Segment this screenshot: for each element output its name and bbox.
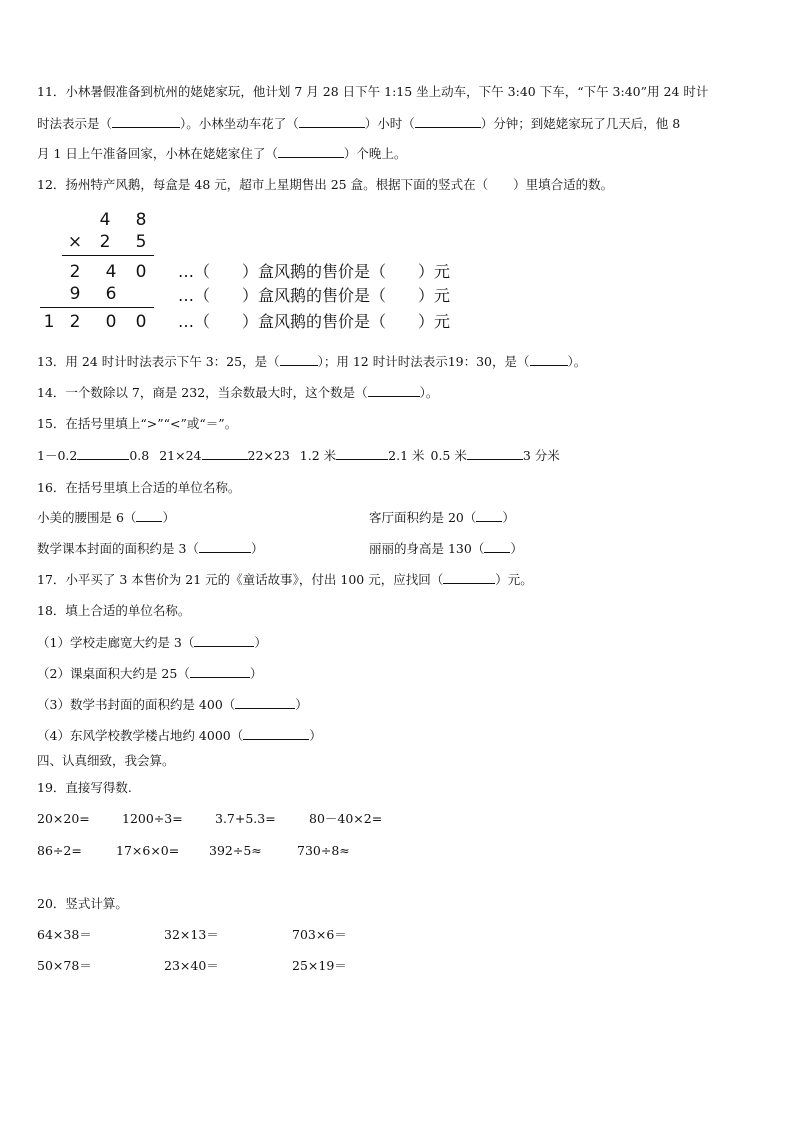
q18-item-1	[37, 635, 267, 651]
q14-blank[interactable]	[368, 385, 420, 397]
q19-item: 392÷5≈	[209, 843, 262, 858]
q17-text-a: 17．小平买了 3 本售价为 21 元的《童话故事》，付出 100 元，应找回（	[37, 572, 444, 587]
q15-prompt: 15．在括号里填上“>”“<”或“＝”。	[37, 416, 238, 431]
paren: ）	[309, 728, 322, 743]
q16-d	[369, 541, 523, 557]
q18-blank-4[interactable]	[243, 728, 309, 740]
digit: 4	[105, 262, 117, 282]
q19-item: 20×20=	[37, 811, 90, 826]
q18-text: （2）课桌面积大约是 25（	[37, 666, 190, 681]
q11-text-e: 月 1 日上午准备回家，小林在姥姥家住了（	[37, 146, 278, 161]
q18-blank-2[interactable]	[190, 666, 250, 678]
paren: ）	[162, 510, 175, 525]
q13	[37, 354, 586, 370]
q19-prompt: 19．直接写得数.	[37, 780, 132, 795]
digit: 1	[43, 312, 55, 332]
q11-line3	[37, 146, 406, 162]
q15-blank-1[interactable]	[77, 448, 129, 460]
q20-item: 50×78＝	[37, 958, 92, 973]
paren: ）	[510, 541, 523, 556]
q18-text: （4）东风学校教学楼占地约 4000（	[37, 728, 244, 743]
q18-text: （3）数学书封面的面积约是 400（	[37, 697, 236, 712]
q16-text-c: 数学课本封面的面积约是 3（	[37, 541, 199, 556]
q11-blank-3[interactable]	[415, 116, 481, 128]
q20-item: 25×19＝	[292, 958, 347, 973]
q19-item: 1200÷3=	[122, 811, 183, 826]
q15-expr: 1.2 米	[299, 448, 337, 463]
q19-item: 86÷2=	[37, 843, 82, 858]
q11-text-c: ）小时（	[364, 116, 415, 131]
digit: 2	[69, 312, 81, 332]
digit: 0	[105, 312, 117, 332]
q11-blank-4[interactable]	[278, 146, 344, 158]
q11-line1: 11．小林暑假准备到杭州的姥姥家玩，他计划 7 月 28 日下午 1:15 坐上动车，下午 3:40 下车，“下午 3:40”用 24 时计	[37, 84, 709, 99]
paren: ）	[249, 666, 263, 681]
q11-text-d: ）分钟；到姥姥家玩了几天后，他 8	[480, 116, 681, 131]
digit: 6	[105, 284, 117, 304]
q20-item: 32×13＝	[164, 927, 219, 942]
q16-c	[37, 541, 263, 557]
rule-line	[62, 255, 154, 256]
q13-text-a: 13．用 24 时计时法表示下午 3：25，是（	[37, 354, 280, 369]
q15-expr: 22×23	[247, 448, 290, 463]
q19-item: 730÷8≈	[297, 843, 350, 858]
q16-text-a: 小美的腰围是 6（	[37, 510, 137, 525]
q16-blank-3[interactable]	[199, 541, 251, 553]
paren: ）	[502, 510, 515, 525]
q15-blank-3[interactable]	[336, 448, 388, 460]
q19-item: 3.7+5.3=	[215, 811, 276, 826]
q17-text-b: ）元。	[495, 572, 533, 587]
q12-note-3: …（ ）盒风鹅的售价是（ ）元	[178, 312, 451, 331]
q16-prompt: 16．在括号里填上合适的单位名称。	[37, 480, 241, 495]
q13-blank-2[interactable]	[530, 354, 568, 366]
rule-line	[40, 307, 154, 308]
q12-note-1: …（ ）盒风鹅的售价是（ ）元	[178, 262, 451, 281]
digit: 2	[69, 262, 81, 282]
times-sign: ×	[67, 232, 83, 252]
q16-blank-1[interactable]	[136, 510, 162, 522]
q19-item: 17×6×0=	[116, 843, 180, 858]
q13-text-c: ）。	[567, 354, 587, 369]
digit: 0	[135, 312, 147, 332]
q15-expr: 3 分米	[522, 448, 560, 463]
digit: 4	[99, 210, 111, 230]
q18-blank-1[interactable]	[194, 635, 254, 647]
paren: ）	[250, 541, 264, 556]
q15-expr: 0.5 米	[430, 448, 467, 463]
q11-text-b: ）。小林坐动车花了（	[180, 116, 299, 131]
q18-blank-3[interactable]	[235, 697, 295, 709]
q11-text-f: ）个晚上。	[343, 146, 407, 161]
q16-a	[37, 510, 175, 526]
digit: 8	[135, 210, 147, 230]
q13-blank-1[interactable]	[280, 354, 318, 366]
q20-item: 23×40＝	[164, 958, 219, 973]
q12-vertical-multiplication	[40, 208, 480, 338]
q11-blank-1[interactable]	[112, 116, 180, 128]
digit: 5	[135, 232, 147, 252]
digit: 0	[135, 262, 147, 282]
q20-prompt: 20．竖式计算。	[37, 896, 128, 911]
digit: 2	[99, 232, 111, 252]
q16-blank-4[interactable]	[484, 541, 510, 553]
q11-text-a: 时法表示是（	[37, 116, 113, 131]
q12-prompt: 12．扬州特产风鹅，每盒是 48 元，超市上星期售出 25 盒。根据下面的竖式在（ ）里填合适的数。	[37, 177, 614, 192]
q15-blank-4[interactable]	[467, 448, 523, 460]
q16-text-b: 客厅面积约是 20（	[369, 510, 477, 525]
q20-item: 703×6＝	[292, 927, 347, 942]
section-heading: 四、认真细致，我会算。	[37, 753, 175, 768]
q11-line2	[37, 116, 680, 132]
q16-text-d: 丽丽的身高是 130（	[369, 541, 485, 556]
q16-b	[369, 510, 515, 526]
q15-expr: 2.1 米	[388, 448, 425, 463]
q18-prompt: 18．填上合适的单位名称。	[37, 603, 191, 618]
q18-item-3	[37, 697, 308, 713]
paren: ）	[254, 635, 267, 650]
q16-blank-2[interactable]	[476, 510, 502, 522]
q14-text-b: ）。	[419, 385, 439, 400]
q15-items	[37, 448, 560, 464]
q15-expr: 0.8	[129, 448, 150, 463]
q15-expr: 1－0.2	[37, 448, 78, 463]
q11-blank-2[interactable]	[299, 116, 365, 128]
paren: ）	[295, 697, 308, 712]
digit: 9	[69, 284, 81, 304]
q15-blank-2[interactable]	[202, 448, 248, 460]
q18-item-2	[37, 666, 262, 682]
q17	[37, 572, 533, 588]
q14-text-a: 14．一个数除以 7，商是 232，当余数最大时，这个数是（	[37, 385, 368, 400]
q18-item-4	[37, 728, 322, 744]
q18-text: （1）学校走廊宽大约是 3（	[37, 635, 195, 650]
q13-text-b: ）；用 12 时计时法表示19：30，是（	[317, 354, 530, 369]
q17-blank[interactable]	[443, 572, 495, 584]
q20-item: 64×38＝	[37, 927, 92, 942]
q19-item: 80－40×2=	[309, 811, 383, 826]
q12-note-2: …（ ）盒风鹅的售价是（ ）元	[178, 286, 451, 305]
q15-expr: 21×24	[159, 448, 202, 463]
q14	[37, 385, 438, 401]
